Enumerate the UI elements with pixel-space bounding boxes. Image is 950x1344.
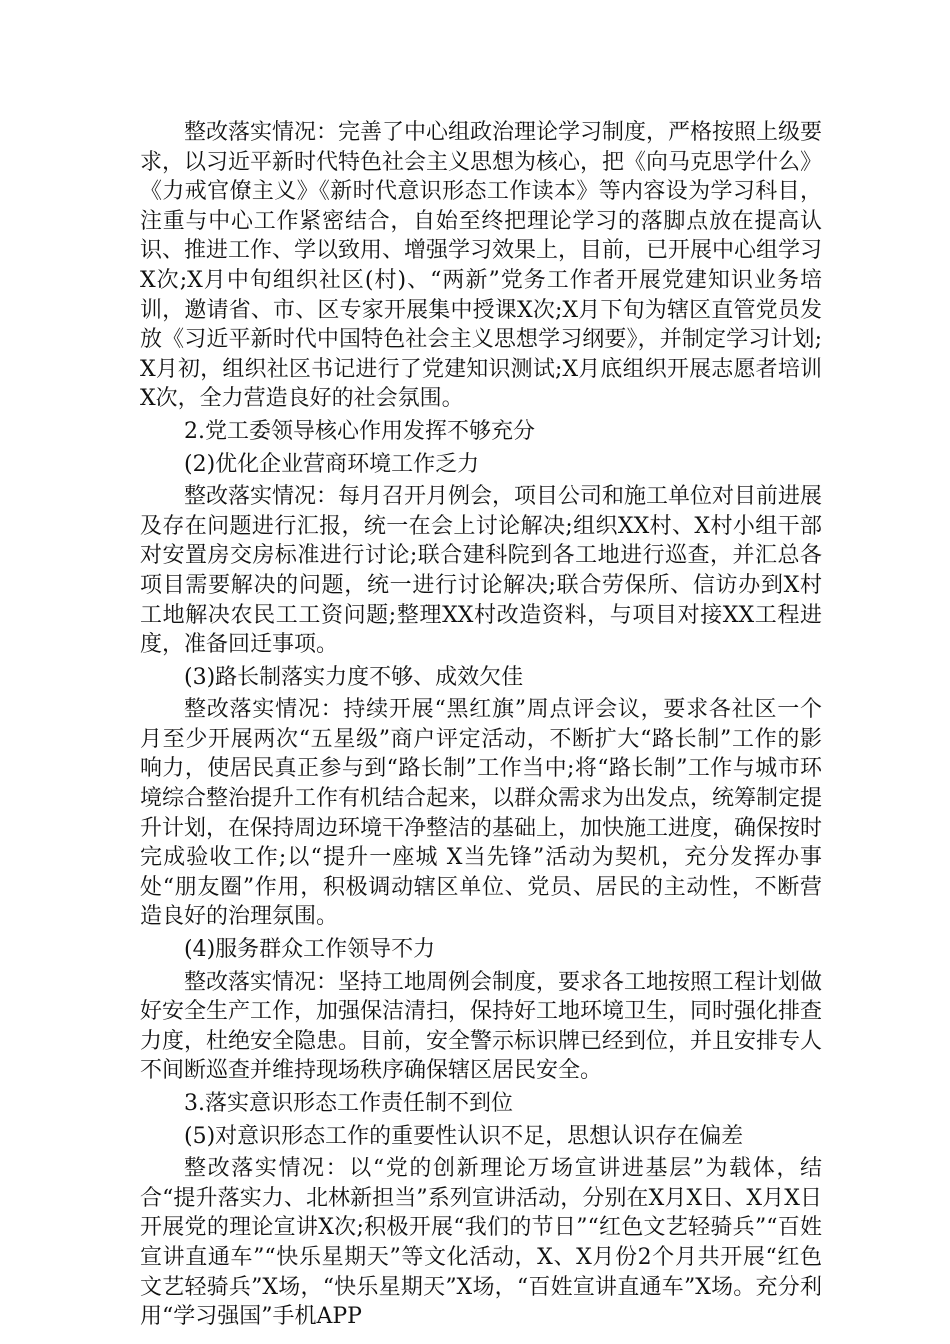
subheading-item-2: (2)优化企业营商环境工作乏力	[184, 451, 480, 477]
section-heading-2: 2.党工委领导核心作用发挥不够充分	[184, 418, 535, 444]
section-heading-3: 3.落实意识形态工作责任制不到位	[184, 1091, 513, 1116]
subheading-item-4: (4)服务群众工作领导不力	[184, 937, 436, 963]
paragraph-rectification-ideology: 整改落实情况：以“党的创新理论万场宣讲进基层”为载体，结合“提升落实力、北林新担当”系列宣讲活动，分别在X月X日、X月X日开展党的理论宣讲X次;积极开展“我们的节日”“红色文艺轻骑兵”“百姓宣讲直通车”“快乐星期天”等文化活动，X、X月份2个月共开展“红色文艺轻骑兵”X场，“快乐星期天”X场，“百姓宣讲直通车”X场。充分利用“学习强国”手机APP	[140, 1156, 822, 1330]
subheading-item-5: (5)对意识形态工作的重要性认识不足，思想认识存在偏差	[184, 1123, 744, 1149]
document-page	[140, 118, 822, 1335]
paragraph-rectification-study: 整改落实情况：完善了中心组政治理论学习制度，严格按照上级要求，以习近平新时代特色社会主义思想为核心，把《向马克思学什么》《力戒官僚主义》《新时代意识形态工作读本》等内容设为学习科目，注重与中心工作紧密结合，自始至终把理论学习的落脚点放在提高认识、推进工作、学以致用、增强学习效果上，目前，已开展中心组学习X次;X月中旬组织社区(村)、“两新”党务工作者开展党建知识业务培训，邀请省、市、区专家开展集中授课X次;X月下旬为辖区直管党员发放《习近平新时代中国特色社会主义思想学习纲要》，并制定学习计划;X月初，组织社区书记进行了党建知识测试;X月底组织开展志愿者培训X次，全力营造良好的社会氛围。	[140, 120, 823, 412]
paragraph-rectification-service: 整改落实情况：坚持工地周例会制度，要求各工地按照工程计划做好安全生产工作，加强保洁清扫，保持好工地环境卫生，同时强化排查力度，杜绝安全隐患。目前，安全警示标识牌已经到位，并且安排专人不间断巡查并维持现场秩序确保辖区居民安全。	[140, 969, 823, 1084]
paragraph-rectification-road-chief: 整改落实情况：持续开展“黑红旗”周点评会议，要求各社区一个月至少开展两次“五星级”商户评定活动，不断扩大“路长制”工作的影响力，使居民真正参与到“路长制”工作当中;将“路长制”工作与城市环境综合整治提升工作有机结合起来，以群众需求为出发点，统筹制定提升计划，在保持周边环境干净整洁的基础上，加快施工进度，确保按时完成验收工作;以“提升一座城 X当先锋”活动为契机，充分发挥办事处“朋友圈”作用，积极调动辖区单位、党员、居民的主动性，不断营造良好的治理氛围。	[140, 697, 823, 930]
paragraph-rectification-business: 整改落实情况：每月召开月例会，项目公司和施工单位对目前进展及存在问题进行汇报，统一在会上讨论解决;组织XX村、X村小组干部对安置房交房标准进行讨论;联合建科院到各工地进行巡查，并汇总各项目需要解决的问题，统一进行讨论解决;联合劳保所、信访办到X村工地解决农民工工资问题;整理XX村改造资料，与项目对接XX工程进度，准备回迁事项。	[140, 484, 823, 658]
subheading-item-3: (3)路长制落实力度不够、成效欠佳	[184, 664, 524, 690]
